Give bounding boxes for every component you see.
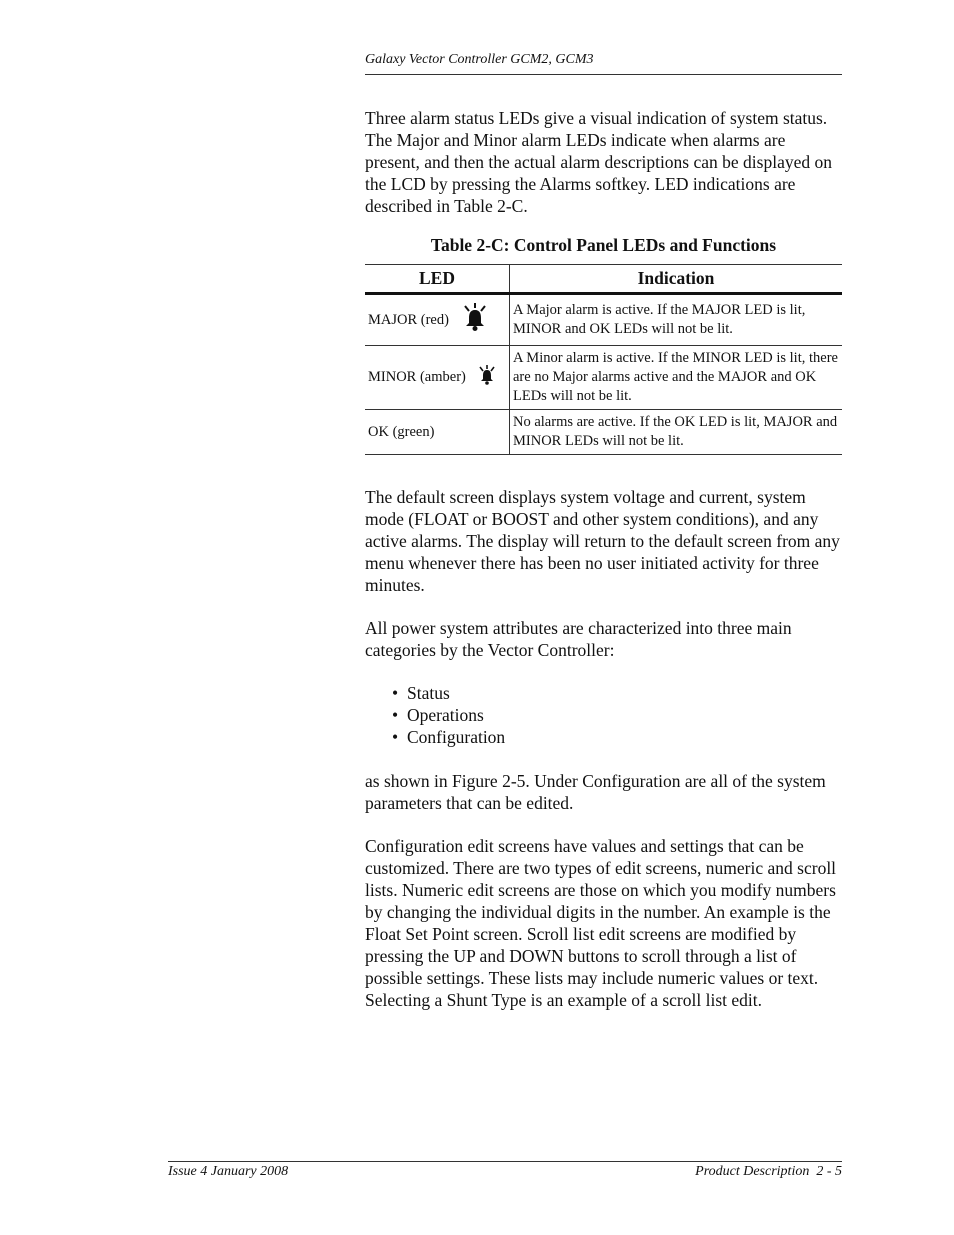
intro-paragraph: Three alarm status LEDs give a visual indication of system status. The Major and Minor alarm LEDs indicate when alarms are present, and then the actual alarm descriptions can be displayed on the LCD by pressing the Alarms softkey. LED indications are described in Table 2-C. (365, 108, 832, 216)
page-footer (168, 1161, 842, 1180)
figure-paragraph: as shown in Figure 2-5. Under Configuration are all of the system parameters that can be edited. (365, 771, 826, 813)
led-name: MAJOR (red) (368, 311, 449, 328)
led-table (365, 264, 842, 455)
table-caption: Table 2-C: Control Panel LEDs and Functions (430, 235, 777, 255)
table-row (365, 294, 842, 346)
led-name: OK (green) (368, 423, 435, 440)
led-name: MINOR (amber) (368, 369, 466, 385)
alarm-bell-minor-icon (477, 364, 497, 392)
edit-screens-paragraph: Configuration edit screens have values and settings that can be customized. There are two types of edit screens, numeric and scroll lists. Numeric edit screens are those on which you modify numbers by changing the individual digits in the number. An example is the Float Set Point screen. Scroll list edit screens are modified by pressing the UP and DOWN buttons to scroll through a list of possible settings. These lists may include numeric values or text. Selecting a Shunt Type is an example of a scroll list edit. (365, 836, 837, 1010)
header-led: LED (365, 265, 510, 294)
indication-cell: No alarms are active. If the OK LED is lit, MAJOR and MINOR LEDs will not be lit. (510, 410, 843, 455)
indication-cell: A Minor alarm is active. If the MINOR LED is lit, there are no Major alarms active and the MAJOR and OK LEDs will not be lit. (510, 346, 843, 410)
led-cell (365, 410, 510, 455)
led-cell (365, 294, 510, 346)
alarm-bell-major-icon (461, 302, 489, 338)
categories-list (392, 682, 505, 748)
footer-issue: Issue 4 January 2008 (168, 1164, 289, 1179)
table-row (365, 410, 842, 455)
footer-page-number: Product Description 2 - 5 (695, 1164, 842, 1179)
led-cell (365, 346, 510, 410)
table-row (365, 346, 842, 410)
default-screen-paragraph: The default screen displays system voltage and current, system mode (FLOAT or BOOST and other system conditions), and any active alarms. The display will return to the default screen from any menu whenever there has been no user initiated activity for three minutes. (365, 487, 840, 595)
list-item: • Configuration (392, 726, 505, 748)
table-header-row (365, 265, 842, 294)
list-item: • Status (392, 682, 505, 704)
list-item: • Operations (392, 704, 505, 726)
page-header: Galaxy Vector Controller GCM2, GCM3 (365, 52, 842, 75)
indication-cell: A Major alarm is active. If the MAJOR LED is lit, MINOR and OK LEDs will not be lit. (510, 294, 843, 346)
categories-paragraph: All power system attributes are characterized into three main categories by the Vector Controller: (365, 618, 792, 660)
header-indication: Indication (510, 265, 843, 294)
